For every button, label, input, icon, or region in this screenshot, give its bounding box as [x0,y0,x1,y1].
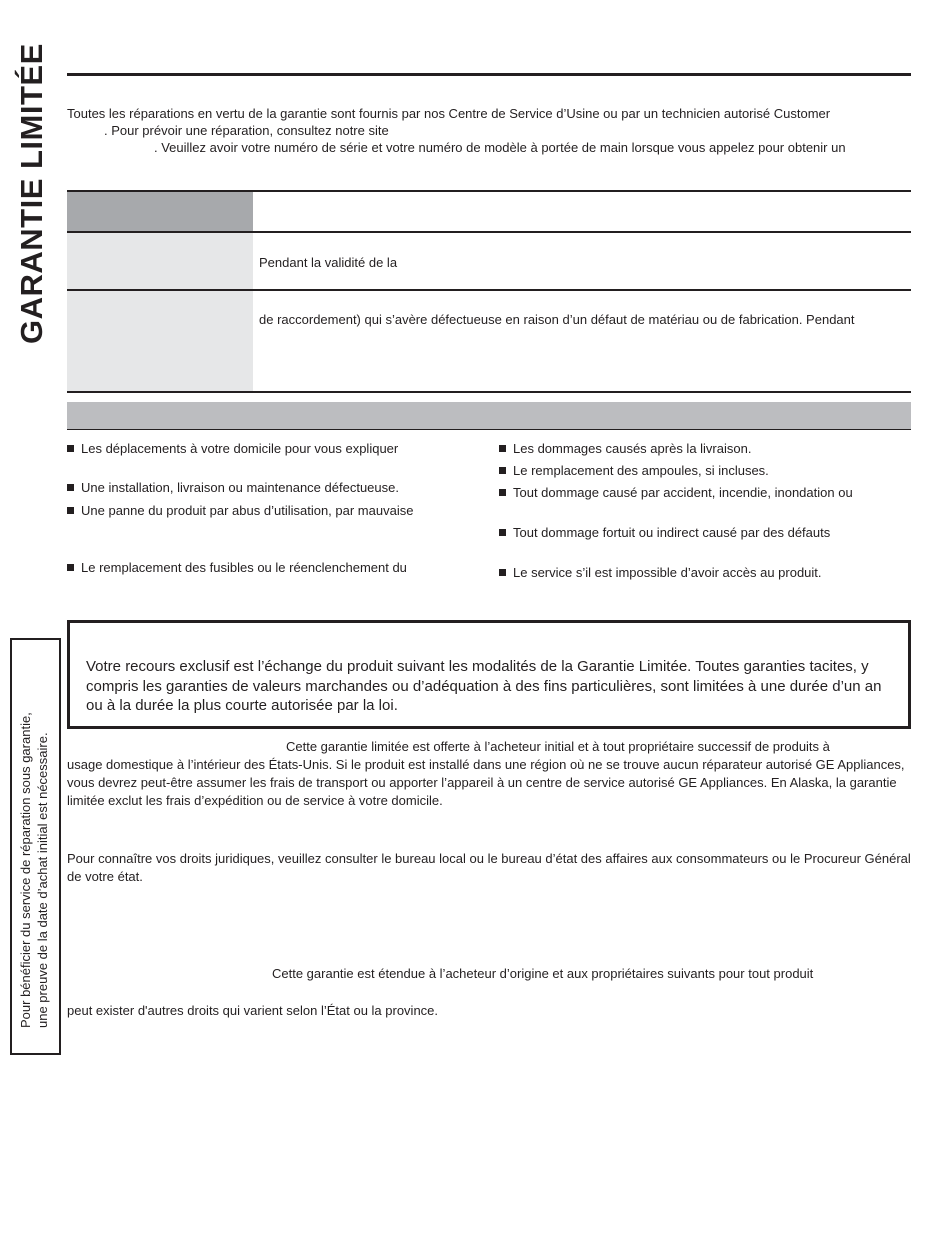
other-rights-line: peut exister d'autres droits qui varient selon l’État ou la province. [67,1003,439,1018]
bullet-square-icon [67,507,74,514]
bullet-square-icon [499,467,506,474]
page-title-text: GARANTIE LIMITÉE [14,43,49,344]
canada-paragraph-line: Cette garantie est étendue à l’acheteur d’origine et aux propriétaires suivants pour tout produit [272,966,814,981]
intro-line-2: . Pour prévoir une réparation, consultez notre site [104,123,389,138]
proof-note-line-1: Pour bénéficier du service de réparation sous garantie, [18,712,33,1028]
bullet-square-icon [499,569,506,576]
proof-note-line-2: une preuve de la date d’achat initial est nécessaire. [34,732,50,1028]
exclusion-right-3: Tout dommage causé par accident, incendie, inondation ou [499,485,853,500]
legal-rights-paragraph: Pour connaître vos droits juridiques, veuillez consulter le bureau local ou le bureau d’état des affaires aux consommateurs ou le Procureur Général de votre état. [67,851,911,884]
table-header-cell [67,191,253,231]
table-rule-bottom [67,391,911,393]
table-label-column [67,232,253,392]
exclusion-right-2: Le remplacement des ampoules, si incluses. [499,463,769,478]
top-rule [67,73,911,76]
bullet-square-icon [67,445,74,452]
bullet-square-icon [499,489,506,496]
exclusion-left-1: Les déplacements à votre domicile pour vous expliquer [67,441,398,456]
proof-of-purchase-note [10,638,61,1055]
table-row2-text: de raccordement) qui s’avère défectueuse en raison d’un défaut de matériau ou de fabrication. Pendant [259,312,855,327]
usa-paragraph-first-line: Cette garantie limitée est offerte à l’acheteur initial et à tout propriétaire successif de produits à [286,739,830,754]
bullet-square-icon [499,445,506,452]
table-rule-top [67,190,911,192]
table-rule-row [67,289,911,291]
exclusive-remedy-text: Votre recours exclusif est l’échange du produit suivant les modalités de la Garantie Limitée. Toutes garanties tacites, y compris les garanties de valeurs marchandes ou d’adéquation à des fins particulières, sont limitées à une durée d’un an ou à la durée la plus courte autorisée par la loi. [86,658,882,714]
exclusion-left-3: Une panne du produit par abus d’utilisation, par mauvaise [67,503,413,518]
exclusion-right-5: Le service s’il est impossible d’avoir accès au produit. [499,565,822,580]
exclusions-rule [67,429,911,430]
usa-paragraph: usage domestique à l’intérieur des États-Unis. Si le produit est installé dans une région où ne se trouve aucun réparateur autorisé GE Appliances, vous devrez peut-être assumer les frais de transport ou apporter l’appareil à un centre de service autorisé GE Appliances. En Alaska, la garantie limitée exclut les frais d’expédition ou de service à votre domicile. [67,757,905,808]
exclusions-header-band [67,402,911,429]
exclusion-right-1: Les dommages causés après la livraison. [499,441,751,456]
table-row1-text: Pendant la validité de la [259,255,398,270]
bullet-square-icon [67,564,74,571]
exclusion-right-4: Tout dommage fortuit ou indirect causé par des défauts [499,525,830,540]
intro-line-3: . Veuillez avoir votre numéro de série et votre numéro de modèle à portée de main lorsque vous appelez pour obtenir un [154,140,846,155]
bullet-square-icon [499,529,506,536]
page-title [10,30,50,350]
exclusive-remedy-box [67,620,911,729]
intro-line-1: Toutes les réparations en vertu de la garantie sont fournis par nos Centre de Service d’Usine ou par un technicien autorisé Customer [67,106,831,121]
bullet-square-icon [67,484,74,491]
table-rule-header [67,231,911,233]
proof-of-purchase-text [18,712,51,1028]
exclusion-left-4: Le remplacement des fusibles ou le réenclenchement du [67,560,407,575]
exclusion-left-2: Une installation, livraison ou maintenance défectueuse. [67,480,399,495]
